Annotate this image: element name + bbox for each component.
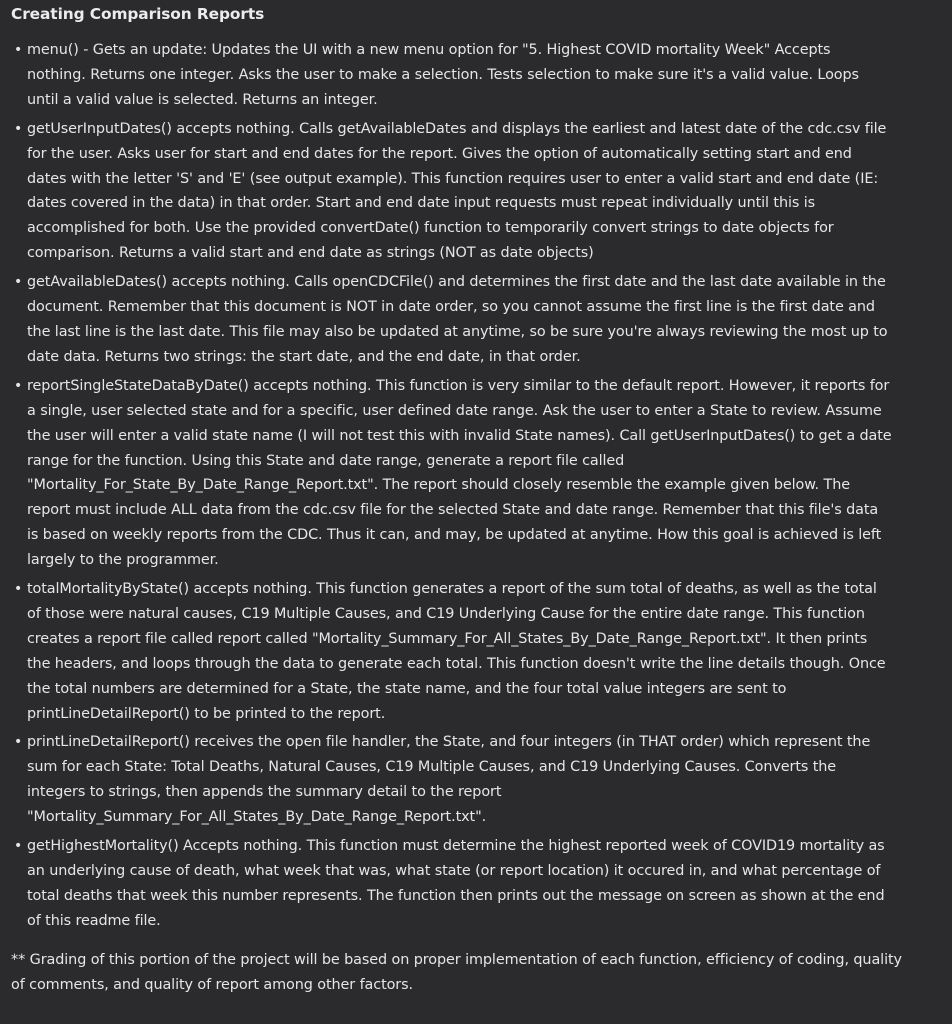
bullet-icon: • [14, 838, 23, 855]
bullet-icon: • [14, 581, 23, 598]
list-item-total-mortality: • totalMortalityByState() accepts nothing. This function generates a report of the sum total of deaths, as well as the total of those were natural causes, C19 Multiple Causes, and C19 Underlying Cause for the entire date range. This function creates a report file called report called "Mortality_Summary_For_All_States_By_Date_Range_Report.txt". It then prints the headers, and loops through the data to generate each total. This function doesn't write the line details though. Once the total numbers are determined for a State, the state name, and the four total value integers are sent to printLineDetailReport() to be printed to the report. [27, 577, 893, 726]
list-item-get-user-input-dates: • getUserInputDates() accepts nothing. Calls getAvailableDates and displays the earliest and latest date of the cdc.csv file for the user. Asks user for start and end dates for the report. Gives the option of automatically setting start and end dates with the letter 'S' and 'E' (see output example). This function requires user to enter a valid start and end date (IE: dates covered in the data) in that order. Start and end date input requests must repeat individually until this is accomplished for both. Use the provided convertDate() function to temporarily convert strings to date objects for comparison. Returns a valid start and end date as strings (NOT as date objects) [27, 117, 893, 266]
list-item-get-highest-mortality: • getHighestMortality() Accepts nothing. This function must determine the highest reported week of COVID19 mortality as an underlying cause of death, what week that was, what state (or report location) it occured in, and what percentage of total deaths that week this number represents. The function then prints out the message on screen as shown at the end of this readme file. [27, 834, 893, 934]
list-item-print-line-detail: • printLineDetailReport() receives the open file handler, the State, and four integers (in THAT order) which represent the sum for each State: Total Deaths, Natural Causes, C19 Multiple Causes, and C19 Underlying Causes. Converts the integers to strings, then appends the summary detail to the report "Mortality_Summary_For_All_States_By_Date_Range_Report.txt". [27, 730, 893, 830]
grading-note: ** Grading of this portion of the project will be based on proper implementation of each function, efficiency of coding, quality of comments, and quality of report among other factors. [11, 951, 902, 993]
bullet-icon: • [14, 42, 23, 58]
section-heading: Creating Comparison Reports [11, 5, 265, 23]
bullet-icon: • [14, 734, 23, 751]
list-item-get-available-dates: • getAvailableDates() accepts nothing. Calls openCDCFile() and determines the first date and the last date available in the document. Remember that this document is NOT in date order, so you cannot assume the first line is the first date and the last line is the last date. This file may also be updated at anytime, so be sure you're always reviewing the most up to date data. Returns two strings: the start date, and the end date, in that order. [27, 270, 893, 370]
bullet-icon: • [14, 120, 23, 137]
bullet-icon: • [14, 377, 23, 394]
function-list [11, 38, 952, 934]
list-item-report-single-state: • reportSingleStateDataByDate() accepts nothing. This function is very similar to the default report. However, it reports for a single, user selected state and for a specific, user defined date range. Ask the user to enter a State to review. Assume the user will enter a valid state name (I will not test this with invalid State names). Call getUserInputDates() to get a date range for the function. Using this State and date range, generate a report file called "Mortality_For_State_By_Date_Range_Report.txt". The report should closely resemble the example given below. The report must include ALL data from the cdc.csv file for the selected State and date range. Remember that this file's data is based on weekly reports from the CDC. Thus it can, and may, be updated at anytime. How this goal is achieved is left largely to the programmer. [27, 374, 893, 573]
list-item-menu: • menu() - Gets an update: Updates the UI with a new menu option for "5. Highest COVID mortality Week" Accepts nothing. Returns one integer. Asks the user to make a selection. Tests selection to make sure it's a valid value. Loops until a valid value is selected. Returns an integer. [27, 38, 893, 113]
bullet-icon: • [14, 274, 23, 291]
